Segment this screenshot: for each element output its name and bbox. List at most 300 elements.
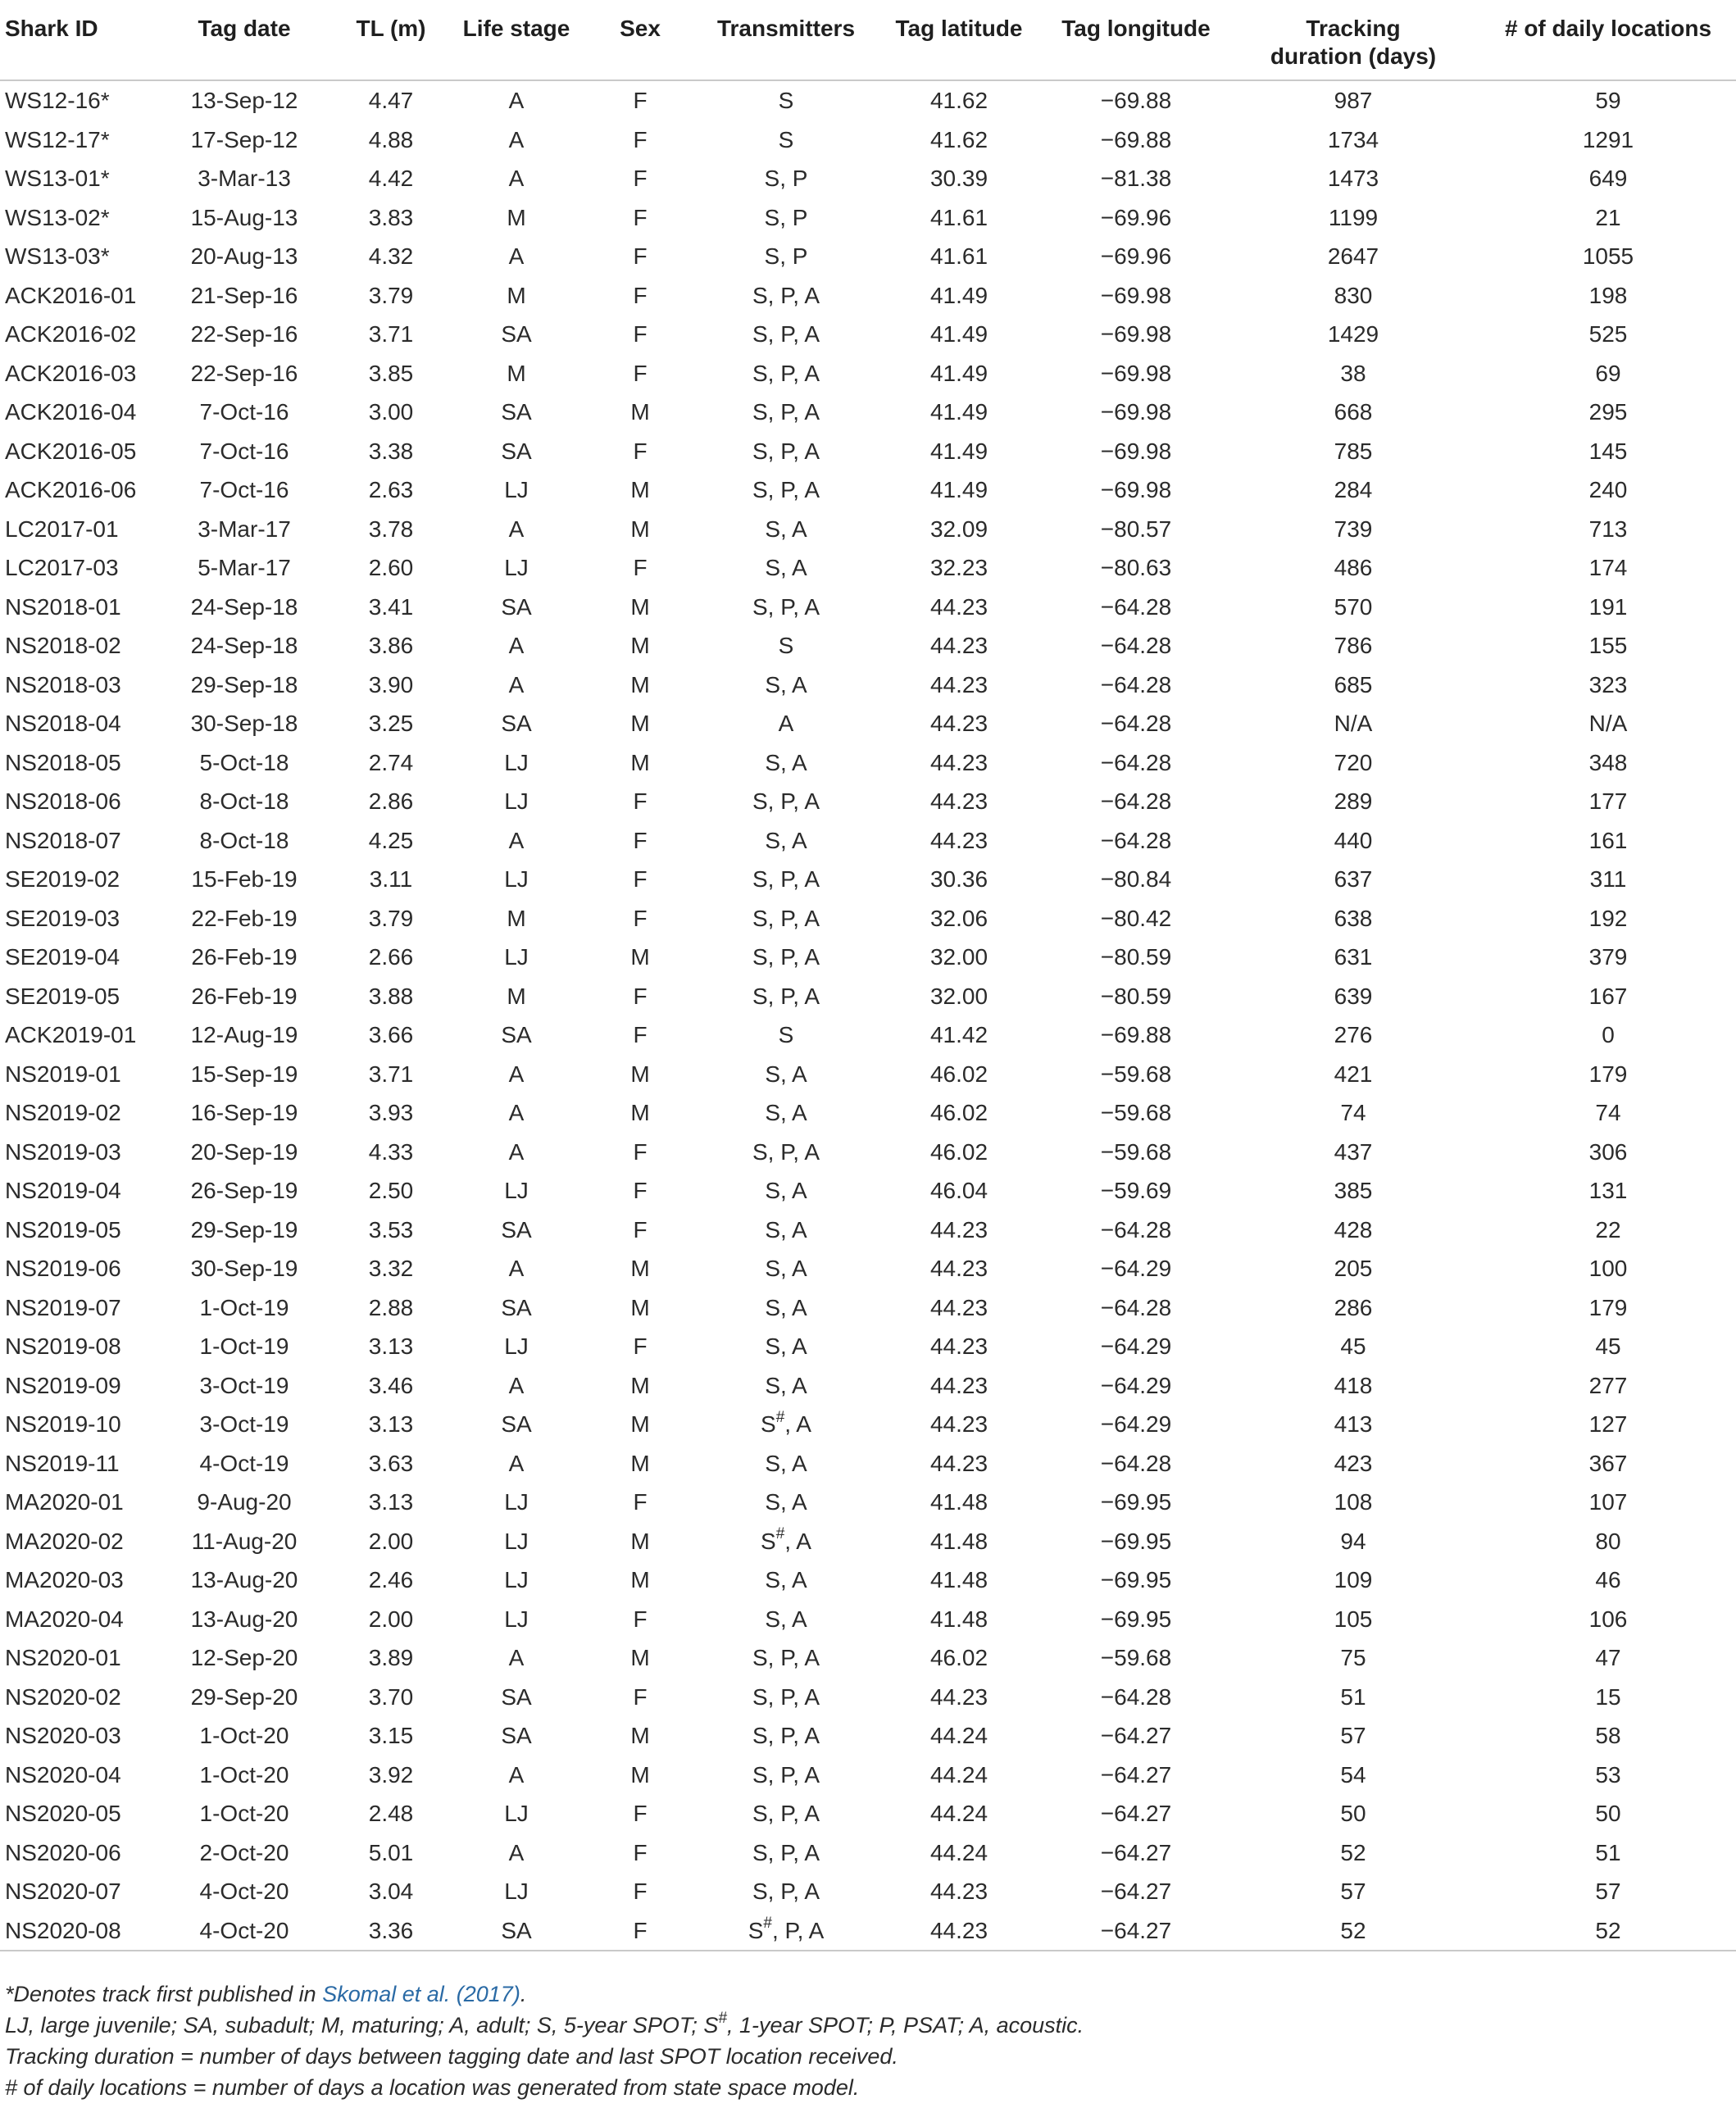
cell-transmitters: S, P, A: [752, 321, 820, 347]
cell-sex: F: [633, 243, 648, 269]
cell-transmitters: S, A: [765, 749, 807, 775]
cell-tracking-duration: 486: [1334, 555, 1373, 580]
cell-daily-locations: 1291: [1582, 126, 1634, 152]
cell-tag-latitude: 41.49: [929, 399, 988, 425]
cell-tl: 3.25: [368, 711, 414, 736]
cell-daily-locations: 174: [1588, 555, 1628, 580]
cell-tag-longitude: −64.27: [1046, 1911, 1226, 1951]
cell-life-stage: A: [508, 1645, 525, 1670]
footnote-superscript: #: [718, 2010, 727, 2027]
cell-shark-id: NS2020-01: [5, 1645, 121, 1670]
cell-tag-date: 20-Sep-19: [190, 1138, 298, 1165]
cell-daily-locations: 50: [1595, 1801, 1621, 1826]
header-sex: Sex: [580, 0, 700, 80]
cell-tracking-duration: N/A: [1334, 711, 1373, 736]
cell-life-stage: A: [508, 1256, 525, 1281]
cell-tl: 3.79: [368, 905, 414, 931]
cell-life-stage: SA: [501, 1022, 532, 1047]
cell-tag-latitude: 44.23: [929, 788, 988, 814]
table-row: [0, 1249, 1736, 1288]
cell-life-stage: A: [508, 516, 525, 542]
cell-transmitters: S, P, A: [752, 438, 820, 464]
cell-life-stage: SA: [452, 1911, 580, 1951]
cell-shark-id: WS13-02*: [5, 204, 110, 230]
table-footnotes: [5, 1979, 1084, 2103]
footnote-published-end: .: [520, 1982, 527, 2006]
cell-tracking-duration: 440: [1334, 827, 1373, 853]
cell-transmitters: S, P, A: [752, 1801, 820, 1826]
cell-life-stage: LJ: [504, 1489, 529, 1515]
cell-tag-date: 30-Sep-19: [190, 1256, 298, 1281]
footnote-abbreviations: [5, 2010, 1084, 2041]
table-row: [0, 704, 1736, 743]
cell-sex: F: [633, 1022, 648, 1047]
cell-sex: F: [633, 1216, 648, 1243]
cell-tl: 2.88: [368, 1294, 414, 1320]
cell-tag-longitude: −59.68: [1100, 1061, 1172, 1087]
cell-tag-latitude: 44.23: [929, 633, 988, 658]
cell-tag-date: 15-Sep-19: [190, 1061, 298, 1087]
cell-sex: M: [630, 1256, 650, 1281]
cell-shark-id: NS2018-06: [5, 788, 121, 814]
header-transmitters: Transmitters: [700, 0, 872, 80]
table-row: [0, 1561, 1736, 1600]
cell-shark-id: NS2020-03: [5, 1723, 121, 1748]
cell-tl: 3.11: [369, 866, 413, 892]
cell-tag-latitude: 32.23: [929, 555, 988, 580]
cell-shark-id: ACK2016-02: [5, 321, 137, 347]
cell-tracking-duration: 38: [1340, 360, 1366, 386]
table-row: [0, 159, 1736, 198]
cell-tag-date: 8-Oct-18: [199, 788, 289, 814]
cell-tag-longitude: −64.28: [1100, 711, 1172, 736]
cell-life-stage: SA: [501, 711, 532, 736]
cell-transmitters: S, P, A: [752, 1138, 820, 1165]
cell-tag-latitude: 41.62: [929, 126, 988, 152]
cell-tag-latitude: 44.23: [929, 1450, 988, 1476]
cell-transmitters: S: [778, 633, 794, 658]
cell-shark-id: SE2019-03: [5, 905, 120, 931]
cell-sex: M: [630, 593, 650, 620]
cell-transmitters: S, P, A: [752, 1645, 820, 1670]
cell-sex: M: [630, 1723, 650, 1748]
cell-life-stage: M: [507, 204, 526, 230]
cell-transmitters: S, P: [764, 204, 808, 230]
cell-transmitters: S, A: [765, 1450, 807, 1476]
cell-tl: 3.71: [368, 1061, 414, 1087]
cell-tag-longitude: −64.27: [1100, 1801, 1172, 1826]
cell-tag-date: 29-Sep-20: [190, 1683, 298, 1710]
cell-transmitters: S, P, A: [752, 477, 820, 502]
cell-tag-longitude: −69.98: [1100, 477, 1172, 502]
cell-transmitters: S, P, A: [752, 1879, 820, 1904]
table-row: [0, 860, 1736, 899]
cell-daily-locations: 58: [1595, 1723, 1621, 1748]
cell-transmitters: S, A: [765, 1256, 807, 1281]
cell-shark-id: SE2019-04: [5, 944, 120, 970]
cell-tl: 3.00: [368, 399, 414, 425]
cell-tracking-duration: 276: [1334, 1022, 1373, 1047]
cell-tag-latitude: 44.23: [929, 711, 988, 736]
cell-tag-date: 26-Feb-19: [191, 983, 298, 1009]
cell-tag-date: 4-Oct-20: [159, 1911, 329, 1951]
cell-tl: 2.63: [368, 477, 414, 502]
cell-shark-id: NS2018-02: [5, 633, 121, 658]
cell-tracking-duration: 639: [1334, 983, 1373, 1009]
cell-tracking-duration: 421: [1334, 1061, 1373, 1087]
cell-daily-locations: 367: [1588, 1450, 1628, 1476]
cell-tag-date: 9-Aug-20: [197, 1489, 292, 1515]
cell-tl: 3.70: [368, 1683, 414, 1710]
cell-daily-locations: 80: [1595, 1528, 1621, 1554]
table-row: [0, 1833, 1736, 1873]
cell-tag-latitude: 44.23: [929, 1294, 988, 1320]
cell-tag-date: 20-Aug-13: [190, 243, 298, 269]
cell-sex: F: [633, 438, 648, 464]
cell-tl: 2.86: [368, 788, 414, 814]
cell-sex: F: [580, 1911, 700, 1951]
cell-tag-latitude: 32.00: [929, 944, 988, 970]
cell-tl: 3.83: [368, 204, 414, 230]
table-row: [0, 1483, 1736, 1522]
cell-tracking-duration: 1734: [1327, 126, 1379, 152]
cell-tl: 3.78: [368, 516, 414, 542]
cell-tag-longitude: −69.95: [1100, 1528, 1172, 1554]
table-row: [0, 432, 1736, 471]
cell-tag-longitude: −69.95: [1100, 1606, 1172, 1632]
cell-tag-latitude: 32.06: [929, 905, 988, 931]
footnote-daily-locations: # of daily locations = number of days a location was generated from state space model.: [5, 2075, 860, 2100]
cell-daily-locations: 155: [1588, 633, 1628, 658]
cell-transmitters: S, A: [765, 555, 807, 580]
cell-daily-locations: 198: [1588, 282, 1628, 308]
cell-tag-date: 1-Oct-19: [199, 1333, 289, 1359]
cell-sex: F: [633, 1333, 648, 1359]
cell-tag-date: 22-Sep-16: [190, 360, 298, 386]
cell-sex: F: [633, 1138, 648, 1165]
cell-tracking-duration: 830: [1334, 282, 1373, 308]
cell-transmitters: S, P, A: [752, 944, 820, 970]
cell-tag-date: 3-Mar-13: [198, 166, 291, 191]
cell-tag-longitude: −64.28: [1100, 1450, 1172, 1476]
header-tag-longitude: Tag longitude: [1046, 0, 1226, 80]
cell-sex: F: [633, 1683, 648, 1710]
cell-sex: F: [633, 1839, 648, 1865]
cell-sex: F: [633, 1606, 648, 1632]
cell-shark-id: NS2019-07: [5, 1294, 121, 1320]
cell-tag-longitude: −59.68: [1100, 1138, 1172, 1165]
cell-sex: M: [630, 1645, 650, 1670]
cell-tracking-duration: 57: [1340, 1723, 1366, 1748]
header-tag-date: Tag date: [159, 0, 329, 80]
cell-tag-latitude: 41.61: [929, 243, 988, 269]
cell-sex: F: [633, 126, 648, 152]
cell-tag-latitude: 41.62: [929, 88, 988, 113]
cell-tag-longitude: −64.27: [1100, 1839, 1172, 1865]
cell-tag-longitude: −64.28: [1100, 593, 1172, 620]
cell-tag-latitude: 46.02: [929, 1100, 988, 1125]
cell-transmitters: S, A: [765, 1372, 807, 1398]
cell-tracking-duration: 105: [1334, 1606, 1373, 1632]
cell-tl: 3.88: [368, 983, 414, 1009]
cell-tag-latitude: 32.09: [929, 516, 988, 542]
cell-tracking-duration: 284: [1334, 477, 1373, 502]
cell-shark-id: WS13-03*: [5, 243, 110, 269]
cell-tag-latitude: 41.49: [929, 438, 988, 464]
table-row: [0, 1171, 1736, 1211]
footnote-abbreviations-end: , 1-year SPOT; P, PSAT; A, acoustic.: [726, 2013, 1084, 2038]
cell-shark-id: ACK2019-01: [5, 1022, 137, 1047]
cell-tag-latitude: 44.23: [929, 1683, 988, 1710]
cell-sex: F: [633, 983, 648, 1009]
header-daily-locations: # of daily locations: [1480, 0, 1736, 80]
cell-transmitters: S, A: [765, 1333, 807, 1359]
cell-shark-id: NS2019-09: [5, 1372, 121, 1398]
cell-shark-id: SE2019-05: [5, 983, 120, 1009]
cell-daily-locations: 240: [1588, 477, 1628, 502]
cell-tracking-duration: 668: [1334, 399, 1373, 425]
cell-transmitters: S#, A: [761, 1408, 811, 1437]
cell-tag-longitude: −69.96: [1100, 243, 1172, 269]
cell-tracking-duration: 286: [1334, 1294, 1373, 1320]
cell-life-stage: SA: [501, 1216, 532, 1243]
cell-tracking-duration: 289: [1334, 788, 1373, 814]
cell-tl: 3.46: [368, 1372, 414, 1398]
cell-tl: 3.04: [368, 1879, 414, 1904]
cell-shark-id: NS2020-08: [0, 1911, 159, 1951]
cell-tag-date: 8-Oct-18: [199, 827, 289, 853]
cell-tag-date: 4-Oct-19: [199, 1450, 289, 1476]
cell-shark-id: ACK2016-05: [5, 438, 137, 464]
table-row: [0, 276, 1736, 316]
cell-tag-date: 3-Mar-17: [198, 516, 291, 542]
cell-transmitters: S, A: [765, 671, 807, 697]
reference-link[interactable]: Skomal et al. (2017): [322, 1982, 520, 2006]
cell-life-stage: SA: [501, 1723, 532, 1748]
cell-shark-id: NS2019-08: [5, 1333, 121, 1359]
cell-sex: M: [630, 633, 650, 658]
cell-tracking-duration: 74: [1340, 1100, 1366, 1125]
cell-tag-latitude: 44.23: [929, 1333, 988, 1359]
cell-tl: 3.36: [329, 1911, 452, 1951]
cell-tag-date: 3-Oct-19: [199, 1372, 289, 1398]
cell-sex: F: [633, 1489, 648, 1515]
table-row: [0, 198, 1736, 238]
table-row: [0, 1055, 1736, 1094]
cell-tag-date: 22-Sep-16: [190, 321, 298, 347]
cell-sex: F: [633, 1801, 648, 1826]
cell-daily-locations: 1055: [1582, 243, 1634, 269]
cell-tag-date: 12-Sep-20: [190, 1645, 298, 1670]
cell-daily-locations: 179: [1588, 1061, 1628, 1087]
cell-life-stage: SA: [501, 321, 532, 347]
cell-tl: 3.13: [368, 1411, 414, 1437]
cell-daily-locations: 47: [1595, 1645, 1621, 1670]
cell-tag-date: 30-Sep-18: [190, 711, 298, 736]
cell-tag-longitude: −64.28: [1100, 1216, 1172, 1243]
cell-life-stage: LJ: [504, 1606, 529, 1632]
cell-sex: F: [633, 905, 648, 931]
cell-tag-latitude: 44.23: [929, 1216, 988, 1243]
cell-transmitters: S: [778, 126, 794, 152]
cell-tag-date: 2-Oct-20: [199, 1839, 289, 1865]
cell-transmitters: S, P, A: [752, 593, 820, 620]
cell-tag-longitude: −80.42: [1100, 905, 1172, 931]
cell-sex: M: [630, 944, 650, 970]
table-row: [0, 80, 1736, 120]
cell-tag-date: 13-Aug-20: [190, 1567, 298, 1592]
cell-tag-longitude: −64.28: [1100, 788, 1172, 814]
cell-tl: 3.79: [368, 282, 414, 308]
cell-transmitters: S: [778, 1022, 794, 1047]
cell-life-stage: SA: [501, 593, 532, 620]
cell-life-stage: A: [508, 88, 525, 113]
cell-tag-latitude: 41.42: [929, 1022, 988, 1047]
cell-daily-locations: 22: [1595, 1216, 1621, 1243]
cell-tag-latitude: 32.00: [929, 983, 988, 1009]
cell-life-stage: A: [508, 671, 525, 697]
cell-tag-longitude: −69.96: [1100, 204, 1172, 230]
cell-tag-date: 24-Sep-18: [190, 633, 298, 658]
cell-shark-id: WS12-17*: [5, 126, 110, 152]
cell-tracking-duration: 109: [1334, 1567, 1373, 1592]
cell-daily-locations: 46: [1595, 1567, 1621, 1592]
cell-tag-longitude: −80.84: [1100, 866, 1172, 892]
cell-shark-id: ACK2016-04: [5, 399, 137, 425]
cell-sex: F: [633, 866, 648, 892]
cell-sex: M: [630, 516, 650, 542]
cell-life-stage: A: [508, 1061, 525, 1087]
cell-sex: M: [630, 399, 650, 425]
cell-tag-latitude: 44.23: [929, 1879, 988, 1904]
cell-tracking-duration: 987: [1334, 88, 1373, 113]
footnote-abbreviations-text: LJ, large juvenile; SA, subadult; M, maturing; A, adult; S, 5-year SPOT; S: [5, 2013, 719, 2038]
cell-tag-date: 12-Aug-19: [190, 1022, 298, 1047]
cell-daily-locations: 191: [1588, 593, 1628, 620]
cell-life-stage: SA: [501, 1294, 532, 1320]
cell-tag-latitude: 41.48: [929, 1489, 988, 1515]
cell-transmitters: S, A: [765, 1606, 807, 1632]
cell-tag-latitude: 44.23: [929, 1256, 988, 1281]
cell-shark-id: MA2020-04: [5, 1606, 124, 1632]
cell-tag-latitude: 41.49: [929, 477, 988, 502]
cell-transmitters: S, A: [765, 1178, 807, 1203]
cell-tag-date: 29-Sep-18: [190, 671, 298, 697]
cell-tracking-duration: 75: [1340, 1645, 1366, 1670]
cell-shark-id: NS2019-03: [5, 1138, 121, 1165]
cell-tag-latitude: 44.24: [929, 1801, 988, 1826]
cell-tracking-duration: 205: [1334, 1256, 1373, 1281]
table-row: [0, 626, 1736, 666]
cell-tracking-duration: 638: [1334, 905, 1373, 931]
table-row: [0, 120, 1736, 160]
cell-tag-date: 1-Oct-19: [199, 1294, 289, 1320]
cell-tag-date: 7-Oct-16: [199, 477, 289, 502]
cell-shark-id: NS2019-11: [5, 1450, 120, 1476]
cell-tag-latitude: 41.48: [929, 1528, 988, 1554]
cell-transmitters: S, A: [765, 1294, 807, 1320]
cell-tag-latitude: 44.24: [929, 1761, 988, 1788]
cell-tag-longitude: −64.29: [1100, 1372, 1172, 1398]
cell-tracking-duration: 94: [1340, 1528, 1366, 1554]
cell-tl: 2.48: [368, 1801, 414, 1826]
cell-transmitters: S, A: [765, 1216, 807, 1243]
cell-shark-id: WS13-01*: [5, 166, 110, 191]
cell-tag-latitude: 44.24: [929, 1723, 988, 1748]
table-row: [0, 354, 1736, 393]
table-row: [0, 1405, 1736, 1444]
cell-daily-locations: 525: [1588, 321, 1628, 347]
table-row: [0, 743, 1736, 783]
cell-daily-locations: 311: [1589, 866, 1627, 892]
cell-tag-date: 11-Aug-20: [191, 1528, 298, 1554]
cell-tracking-duration: 423: [1334, 1450, 1373, 1476]
cell-transmitters: S, A: [765, 1061, 807, 1087]
cell-sex: M: [630, 1567, 650, 1592]
cell-shark-id: NS2018-03: [5, 671, 121, 697]
cell-sex: F: [633, 88, 648, 113]
cell-shark-id: NS2018-01: [5, 593, 121, 620]
cell-life-stage: LJ: [504, 944, 529, 970]
cell-transmitters: S, P, A: [752, 1723, 820, 1748]
cell-sex: M: [630, 1372, 650, 1398]
cell-life-stage: LJ: [504, 866, 529, 892]
header-tl: TL (m): [329, 0, 452, 80]
header-shark-id: Shark ID: [0, 0, 159, 80]
footnote-published: [5, 1979, 1084, 2010]
cell-tag-date: 16-Sep-19: [190, 1100, 298, 1125]
cell-tag-longitude: −64.29: [1100, 1411, 1172, 1437]
cell-transmitters: S, P, A: [752, 905, 820, 931]
cell-tag-longitude: −69.88: [1100, 88, 1172, 113]
cell-sex: F: [633, 282, 648, 308]
cell-tracking-duration: 52: [1226, 1911, 1480, 1951]
cell-shark-id: LC2017-01: [5, 516, 119, 542]
cell-tag-longitude: −69.95: [1100, 1567, 1172, 1592]
cell-sex: M: [630, 1528, 650, 1554]
cell-daily-locations: 323: [1588, 671, 1628, 697]
cell-life-stage: M: [507, 983, 526, 1009]
cell-tag-date: 4-Oct-20: [199, 1879, 289, 1904]
cell-tl: 4.42: [368, 166, 414, 191]
cell-daily-locations: 177: [1588, 788, 1628, 814]
cell-tag-date: 15-Aug-13: [190, 204, 298, 230]
cell-tracking-duration: 54: [1340, 1761, 1366, 1788]
cell-daily-locations: 161: [1588, 827, 1628, 853]
cell-tag-longitude: −59.69: [1100, 1178, 1172, 1203]
table-row: [0, 548, 1736, 588]
cell-tag-date: 13-Aug-20: [190, 1606, 298, 1632]
cell-sex: M: [630, 671, 650, 697]
cell-tag-date: 13-Sep-12: [190, 88, 298, 113]
cell-shark-id: MA2020-02: [5, 1528, 124, 1554]
cell-tag-longitude: −64.28: [1100, 1683, 1172, 1710]
cell-life-stage: A: [508, 1372, 525, 1398]
cell-life-stage: A: [508, 1138, 525, 1165]
cell-sex: M: [630, 477, 650, 502]
cell-tag-latitude: 46.02: [929, 1138, 988, 1165]
table-row: [0, 1872, 1736, 1911]
cell-tag-longitude: −64.29: [1100, 1333, 1172, 1359]
cell-daily-locations: 59: [1595, 88, 1621, 113]
cell-tl: 3.90: [368, 671, 414, 697]
cell-tag-longitude: −59.68: [1100, 1100, 1172, 1125]
cell-tl: 3.41: [368, 593, 414, 620]
cell-sex: F: [633, 360, 648, 386]
table-row: [0, 782, 1736, 821]
table-row: [0, 1015, 1736, 1055]
cell-daily-locations: 51: [1595, 1839, 1621, 1865]
